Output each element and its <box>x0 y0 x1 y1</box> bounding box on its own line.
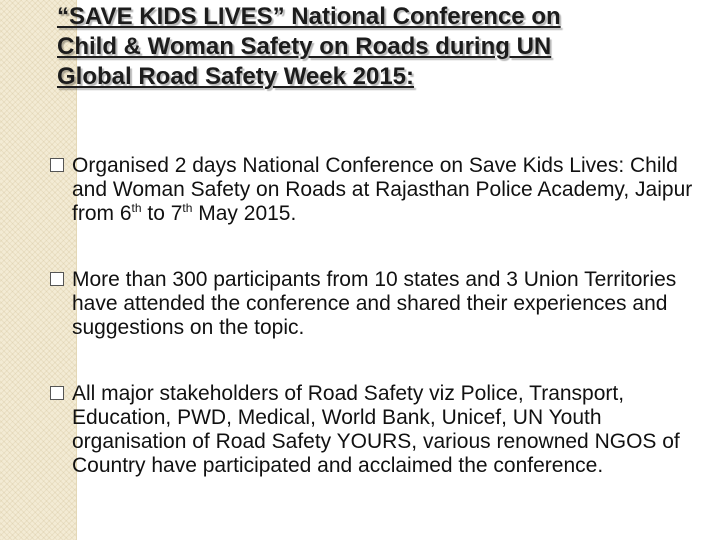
bullet-text: More than 300 participants from 10 states and 3 Union Territories have attended the conference and shared their experiences and suggestions on the topic. <box>72 268 677 339</box>
title-line-1: “SAVE KIDS LIVES” National Conference on <box>57 3 561 30</box>
bullet-text-middle: to 7 <box>141 202 183 225</box>
square-bullet-icon <box>50 158 64 172</box>
title-line-3: Global Road Safety Week 2015: <box>57 63 415 90</box>
slide-title <box>57 2 707 92</box>
square-bullet-icon <box>50 386 64 400</box>
superscript-th: th <box>131 201 142 215</box>
bullet-item-conference <box>50 154 700 226</box>
square-bullet-icon <box>50 272 64 286</box>
bullet-text: All major stakeholders of Road Safety viz Police, Transport, Education, PWD, Medical, World Bank, Unicef, UN Youth organisation of Road Safety YOURS, various renowned NGOS of Country have participated and acclaimed the conference. <box>72 382 680 477</box>
bullet-item-stakeholders <box>50 382 700 478</box>
superscript-th: th <box>182 201 193 215</box>
bullet-list <box>50 154 700 478</box>
bullet-text-prefix: Organised 2 days National Conference on Save Kids Lives: Child and Woman Safety on Roads at Rajasthan Police Academy, Jaipur from 6 <box>72 154 693 225</box>
title-line-2: Child & Woman Safety on Roads during UN <box>57 33 552 60</box>
bullet-text-suffix: May 2015. <box>192 202 297 225</box>
bullet-item-participants <box>50 268 700 340</box>
